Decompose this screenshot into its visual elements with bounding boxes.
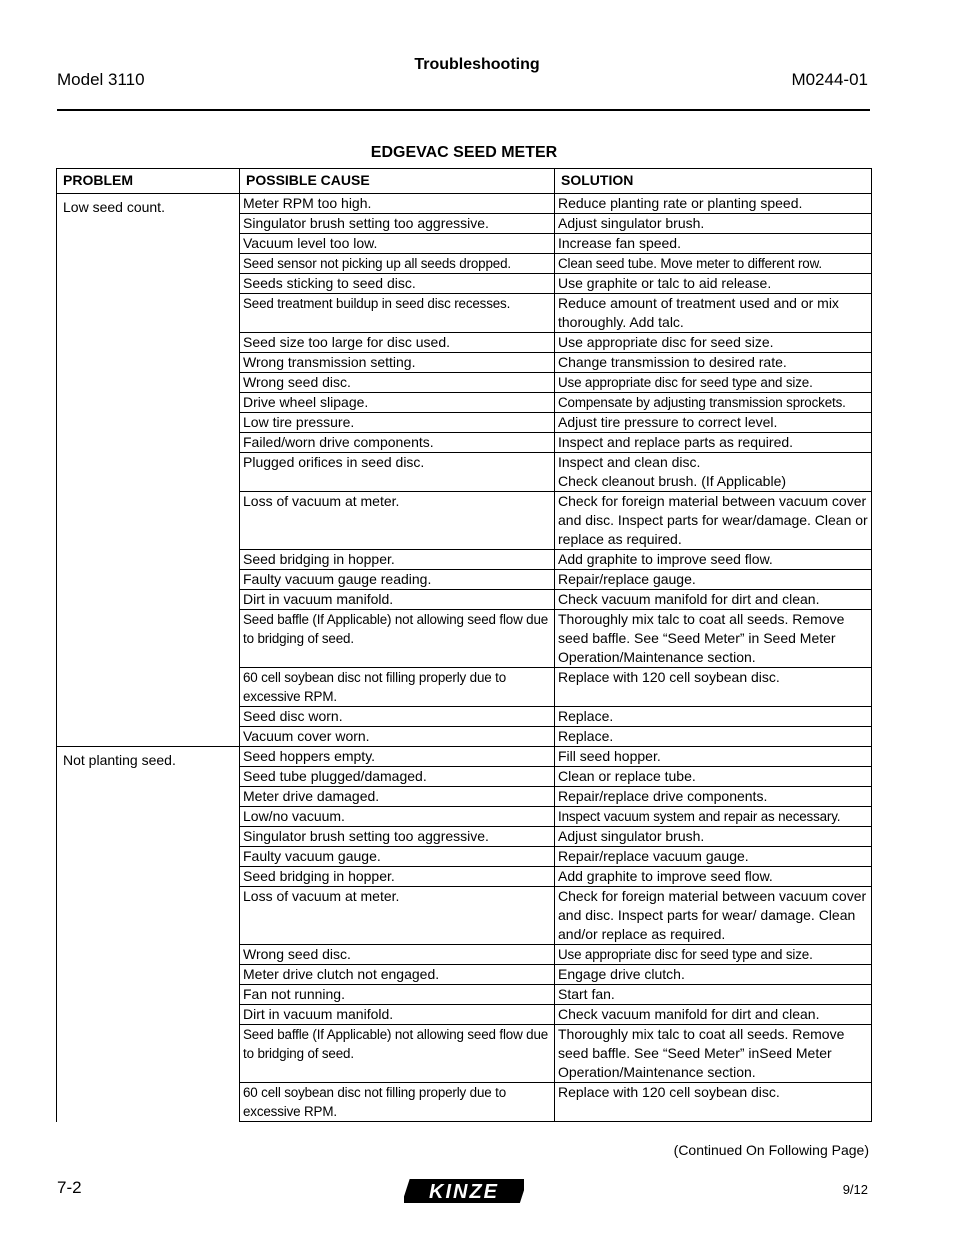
table-row (57, 194, 872, 214)
cause-cell: Meter RPM too high. (240, 194, 555, 214)
cause-cell: Seed size too large for disc used. (240, 333, 555, 353)
solution-cell: Thoroughly mix talc to coat all seeds. Remove seed baffle. See “Seed Meter” in Seed Meter Operation/Maintenance section. (555, 610, 872, 668)
cause-cell: Loss of vacuum at meter. (240, 887, 555, 945)
solution-cell: Clean or replace tube. (555, 767, 872, 787)
cause-cell: Failed/worn drive components. (240, 433, 555, 453)
continued-note: (Continued On Following Page) (673, 1142, 869, 1158)
table-title: EDGEVAC SEED METER (370, 144, 558, 161)
cause-cell: Seed baffle (If Applicable) not allowing seed flow due to bridging of seed. (240, 1025, 555, 1083)
solution-cell: Start fan. (555, 985, 872, 1005)
cause-cell: Vacuum level too low. (240, 234, 555, 254)
solution-cell: Replace. (555, 727, 872, 747)
column-header-solution: SOLUTION (555, 169, 872, 194)
kinze-logo (404, 1178, 524, 1204)
cause-cell: Seed sensor not picking up all seeds dropped. (240, 254, 555, 274)
cause-cell: Seed bridging in hopper. (240, 550, 555, 570)
solution-cell: Use appropriate disc for seed type and size. (555, 945, 872, 965)
solution-cell: Reduce planting rate or planting speed. (555, 194, 872, 214)
solution-cell: Repair/replace gauge. (555, 570, 872, 590)
solution-cell: Check for foreign material between vacuum cover and disc. Inspect parts for wear/ damage. Clean and/or replace as required. (555, 887, 872, 945)
cause-cell: Faulty vacuum gauge reading. (240, 570, 555, 590)
page-number: 7-2 (57, 1178, 82, 1197)
cause-cell: Low/no vacuum. (240, 807, 555, 827)
column-header-problem: PROBLEM (57, 169, 240, 194)
cause-cell: Wrong seed disc. (240, 373, 555, 393)
solution-cell: Engage drive clutch. (555, 965, 872, 985)
cause-cell: Meter drive clutch not engaged. (240, 965, 555, 985)
solution-cell: Check vacuum manifold for dirt and clean. (555, 590, 872, 610)
section-title: Troubleshooting (414, 56, 540, 73)
header-divider (57, 109, 870, 111)
cause-cell: Plugged orifices in seed disc. (240, 453, 555, 492)
revision-date: 9/12 (842, 1182, 868, 1197)
table-row (57, 747, 872, 767)
solution-cell: Repair/replace vacuum gauge. (555, 847, 872, 867)
solution-cell: Fill seed hopper. (555, 747, 872, 767)
solution-cell: Adjust singulator brush. (555, 214, 872, 234)
solution-cell: Replace with 120 cell soybean disc. (555, 668, 872, 707)
logo-text: KINZE (429, 1181, 499, 1203)
solution-cell: Use appropriate disc for seed type and size. (555, 373, 872, 393)
solution-cell: Replace. (555, 707, 872, 727)
solution-cell: Adjust tire pressure to correct level. (555, 413, 872, 433)
cause-cell: Seed treatment buildup in seed disc recesses. (240, 294, 555, 333)
cause-cell: Seed bridging in hopper. (240, 867, 555, 887)
solution-cell: Repair/replace drive components. (555, 787, 872, 807)
solution-cell: Compensate by adjusting transmission sprockets. (555, 393, 872, 413)
solution-cell: Inspect and replace parts as required. (555, 433, 872, 453)
cause-cell: Meter drive damaged. (240, 787, 555, 807)
model-label: Model 3110 (57, 70, 145, 89)
solution-cell: Use graphite or talc to aid release. (555, 274, 872, 294)
cause-cell: Singulator brush setting too aggressive. (240, 214, 555, 234)
cause-cell: Dirt in vacuum manifold. (240, 590, 555, 610)
cause-cell: 60 cell soybean disc not filling properly due to excessive RPM. (240, 1083, 555, 1122)
cause-cell: Seed tube plugged/damaged. (240, 767, 555, 787)
solution-cell: Clean seed tube. Move meter to different row. (555, 254, 872, 274)
troubleshooting-table (56, 168, 872, 1122)
cause-cell: Wrong seed disc. (240, 945, 555, 965)
cause-cell: Dirt in vacuum manifold. (240, 1005, 555, 1025)
solution-cell: Add graphite to improve seed flow. (555, 867, 872, 887)
solution-cell: Change transmission to desired rate. (555, 353, 872, 373)
cause-cell: Seed hoppers empty. (240, 747, 555, 767)
cause-cell: Seed disc worn. (240, 707, 555, 727)
cause-cell: Drive wheel slipage. (240, 393, 555, 413)
cause-cell: 60 cell soybean disc not filling properly due to excessive RPM. (240, 668, 555, 707)
cause-cell: Vacuum cover worn. (240, 727, 555, 747)
cause-cell: Seed baffle (If Applicable) not allowing seed flow due to bridging of seed. (240, 610, 555, 668)
cause-cell: Singulator brush setting too aggressive. (240, 827, 555, 847)
solution-cell: Check vacuum manifold for dirt and clean. (555, 1005, 872, 1025)
problem-cell: Not planting seed. (57, 747, 240, 1122)
cause-cell: Fan not running. (240, 985, 555, 1005)
solution-cell: Reduce amount of treatment used and or mix thoroughly. Add talc. (555, 294, 872, 333)
problem-cell: Low seed count. (57, 194, 240, 747)
solution-cell: Thoroughly mix talc to coat all seeds. Remove seed baffle. See “Seed Meter” inSeed Meter Operation/Maintenance section. (555, 1025, 872, 1083)
cause-cell: Loss of vacuum at meter. (240, 492, 555, 550)
solution-cell: Adjust singulator brush. (555, 827, 872, 847)
solution-cell: Inspect and clean disc. Check cleanout brush. (If Applicable) (555, 453, 872, 492)
solution-cell: Replace with 120 cell soybean disc. (555, 1083, 872, 1122)
solution-cell: Add graphite to improve seed flow. (555, 550, 872, 570)
cause-cell: Seeds sticking to seed disc. (240, 274, 555, 294)
table-body (57, 194, 872, 1122)
solution-cell: Inspect vacuum system and repair as necessary. (555, 807, 872, 827)
document-number: M0244-01 (791, 70, 868, 89)
solution-cell: Use appropriate disc for seed size. (555, 333, 872, 353)
cause-cell: Wrong transmission setting. (240, 353, 555, 373)
cause-cell: Faulty vacuum gauge. (240, 847, 555, 867)
column-header-cause: POSSIBLE CAUSE (240, 169, 555, 194)
solution-cell: Increase fan speed. (555, 234, 872, 254)
table-header-row (57, 169, 872, 194)
solution-cell: Check for foreign material between vacuum cover and disc. Inspect parts for wear/damage. Clean or replace as required. (555, 492, 872, 550)
cause-cell: Low tire pressure. (240, 413, 555, 433)
